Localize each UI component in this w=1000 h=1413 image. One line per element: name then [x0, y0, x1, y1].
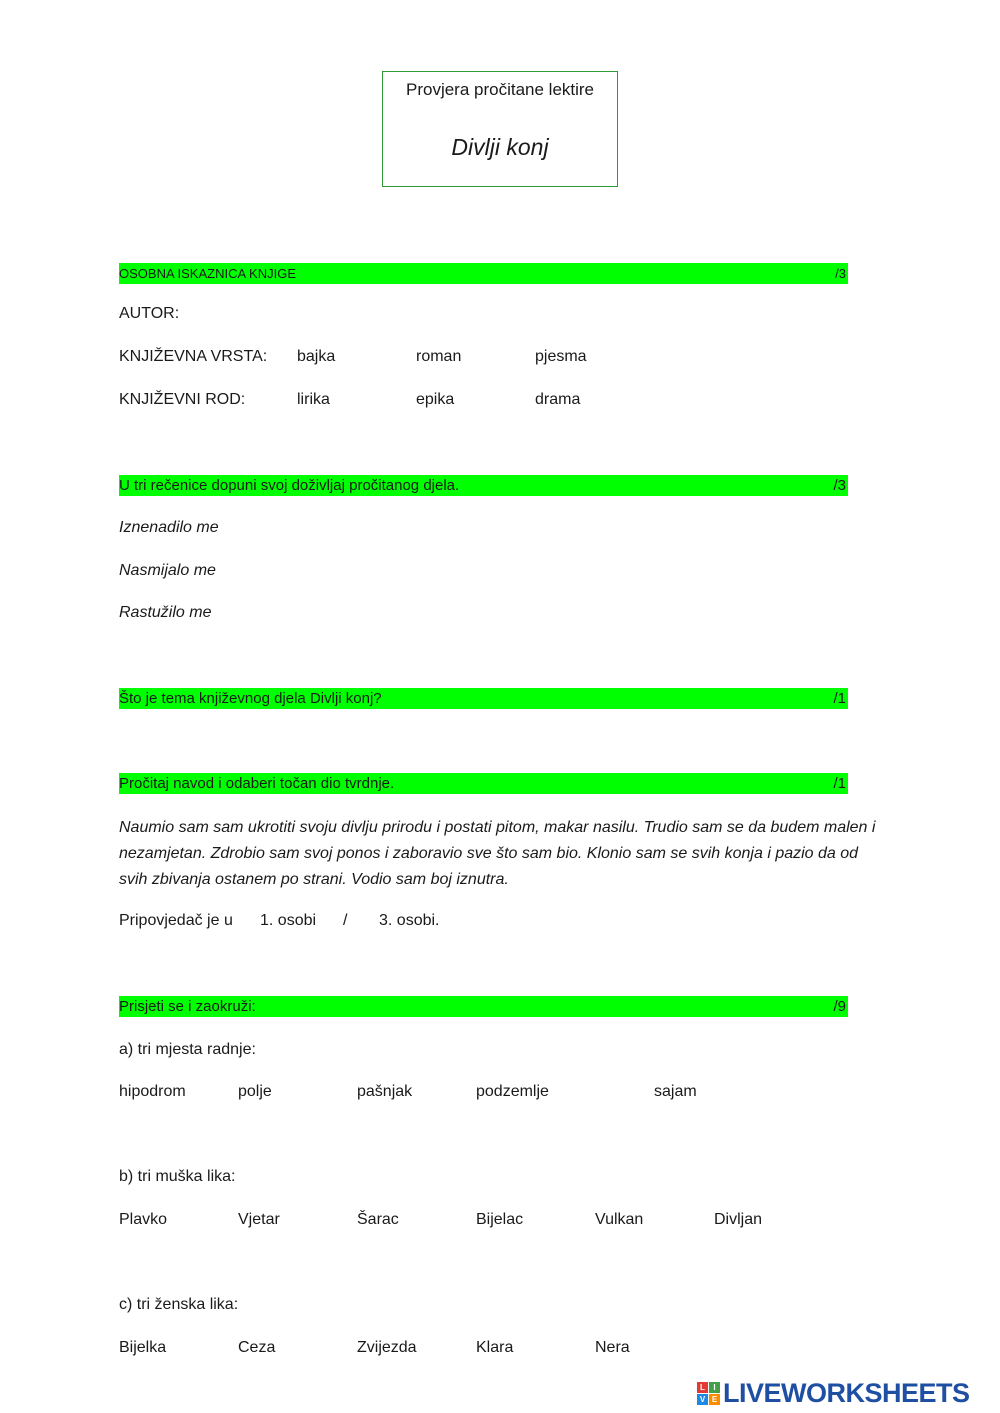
section-heading-text: U tri rečenice dopuni svoj doživljaj pročitanog djela. [119, 477, 460, 494]
logo-letter: V [697, 1394, 708, 1405]
place-option[interactable]: sajam [654, 1083, 697, 1100]
male-character-option[interactable]: Vulkan [595, 1211, 644, 1228]
place-option[interactable]: hipodrom [119, 1083, 186, 1100]
section-heading-theme [119, 688, 848, 709]
section-heading-book-id [119, 263, 848, 284]
section-heading-text: OSOBNA ISKAZNICA KNJIGE [119, 266, 296, 281]
logo-mark-icon [697, 1382, 720, 1405]
section-score: /1 [833, 690, 846, 707]
logo-letter: E [709, 1394, 720, 1405]
female-character-option[interactable]: Klara [476, 1339, 514, 1356]
section-score: /1 [833, 775, 846, 792]
logo-letter: I [709, 1382, 720, 1393]
prompt-surprised: Iznenadilo me [119, 519, 219, 536]
places-label: a) tri mjesta radnje: [119, 1041, 256, 1058]
book-title: Divlji konj [451, 134, 549, 160]
place-option[interactable]: polje [238, 1083, 272, 1100]
genre-option[interactable]: pjesma [535, 348, 587, 365]
female-character-option[interactable]: Nera [595, 1339, 630, 1356]
section-heading-quote [119, 773, 848, 794]
male-character-option[interactable]: Vjetar [238, 1211, 280, 1228]
place-option[interactable]: pašnjak [357, 1083, 413, 1100]
section-heading-text: Prisjeti se i zaokruži: [119, 998, 256, 1015]
book-quote: Naumio sam sam ukrotiti svoju divlju prirodu i postati pitom, makar nasilu. Trudio sam se da budem malen i nezamjetan. Zdrobio sam svoj ponos i zaboravio sve što sam bio. Klonio sam se svih konja i pazio da od svih zbivanja ostanem po strani. Vodio sam boj iznutra. [119, 819, 876, 888]
section-heading-text: Što je tema književnog djela Divlji konj? [119, 690, 382, 707]
kind-option[interactable]: drama [535, 391, 581, 408]
kind-label: KNJIŽEVNI ROD: [119, 391, 246, 408]
section-heading-recall [119, 996, 848, 1017]
worksheet-subtitle: Provjera pročitane lektire [405, 80, 595, 99]
option-separator: / [343, 912, 348, 929]
male-character-option[interactable]: Šarac [357, 1211, 399, 1228]
section-heading-text: Pročitaj navod i odaberi točan dio tvrdnje. [119, 775, 395, 792]
kind-option[interactable]: lirika [297, 391, 330, 408]
genre-label: KNJIŽEVNA VRSTA: [119, 348, 268, 365]
logo-text: LIVEWORKSHEETS [723, 1377, 970, 1408]
section-score: /3 [833, 477, 846, 494]
section-heading-experience [119, 475, 848, 496]
section-score: /3 [835, 266, 846, 281]
prompt-laughed: Nasmijalo me [119, 562, 216, 579]
genre-option[interactable]: bajka [297, 348, 336, 365]
narrator-statement: Pripovjedač je u [119, 912, 233, 929]
title-box [382, 71, 618, 187]
author-label: AUTOR: [119, 305, 180, 322]
female-character-option[interactable]: Ceza [238, 1339, 276, 1356]
female-character-option[interactable]: Zvijezda [357, 1339, 417, 1356]
kind-option[interactable]: epika [416, 391, 455, 408]
male-character-option[interactable]: Plavko [119, 1211, 168, 1228]
female-characters-label: c) tri ženska lika: [119, 1296, 239, 1313]
genre-option[interactable]: roman [416, 348, 462, 365]
narrator-option-first-person[interactable]: 1. osobi [260, 912, 317, 929]
narrator-option-third-person[interactable]: 3. osobi. [379, 912, 440, 929]
liveworksheets-logo [697, 1378, 970, 1408]
place-option[interactable]: podzemlje [476, 1083, 549, 1100]
prompt-saddened: Rastužilo me [119, 604, 212, 621]
male-character-option[interactable]: Bijelac [476, 1211, 524, 1228]
male-character-option[interactable]: Divljan [714, 1211, 763, 1228]
female-character-option[interactable]: Bijelka [119, 1339, 167, 1356]
section-score: /9 [833, 998, 846, 1015]
male-characters-label: b) tri muška lika: [119, 1168, 236, 1185]
logo-letter: L [697, 1382, 708, 1393]
